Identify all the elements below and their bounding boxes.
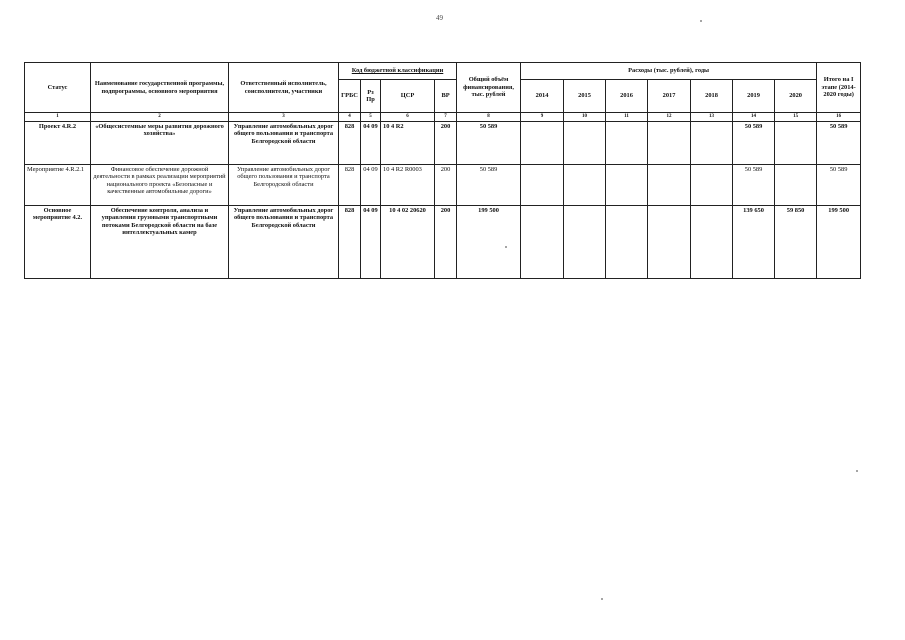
cell-total: 199 500 — [457, 206, 521, 279]
cell-stage-total: 199 500 — [817, 206, 861, 279]
cell-2015 — [564, 122, 606, 165]
header-responsible: Ответственный исполнитель, соисполнители, участники — [229, 63, 339, 113]
cell-rz-pr: 04 09 — [361, 165, 381, 206]
header-grbs: ГРБС — [339, 80, 361, 113]
column-index: 4 — [339, 113, 361, 122]
page-number: 49 — [436, 14, 443, 22]
cell-grbs: 828 — [339, 122, 361, 165]
cell-responsible: Управление автомобильных дорог общего пользования и транспорта Белгородской области — [229, 165, 339, 206]
column-index: 11 — [606, 113, 648, 122]
cell-2019: 50 589 — [733, 165, 775, 206]
header-vr: ВР — [435, 80, 457, 113]
header-expenses: Расходы (тыс. рублей), годы — [521, 63, 817, 80]
header-stage-total: Итого на I этапе (2014-2020 годы) — [817, 63, 861, 113]
cell-total: 50 589 — [457, 165, 521, 206]
cell-name: Обеспечение контроля, анализа и управления грузовыми транспортными потоками Белгородской области на базе интеллектуальных камер — [91, 206, 229, 279]
column-index: 1 — [25, 113, 91, 122]
header-rz-pr: Рз Пр — [361, 80, 381, 113]
cell-2016 — [606, 206, 648, 279]
column-index: 5 — [361, 113, 381, 122]
cell-csr: 10 4 02 20620 — [381, 206, 435, 279]
cell-stage-total: 50 589 — [817, 122, 861, 165]
table-row — [25, 206, 861, 279]
header-year-2016: 2016 — [606, 80, 648, 113]
cell-2017 — [648, 165, 691, 206]
column-index: 9 — [521, 113, 564, 122]
header-year-2015: 2015 — [564, 80, 606, 113]
header-budget-code: Код бюджетной классификации — [339, 63, 457, 80]
cell-grbs: 828 — [339, 206, 361, 279]
cell-rz-pr: 04 09 — [361, 206, 381, 279]
cell-2017 — [648, 122, 691, 165]
header-year-2018: 2018 — [691, 80, 733, 113]
cell-2016 — [606, 122, 648, 165]
cell-name: Финансовое обеспечение дорожной деятельности в рамках реализации мероприятий национального проекта «Безопасные и качественные автомобильные дороги» — [91, 165, 229, 206]
column-index: 2 — [91, 113, 229, 122]
column-index: 12 — [648, 113, 691, 122]
column-index: 8 — [457, 113, 521, 122]
cell-responsible: Управление автомобильных дорог общего пользования и транспорта Белгородской области — [229, 122, 339, 165]
header-year-2020: 2020 — [775, 80, 817, 113]
cell-2020 — [775, 122, 817, 165]
column-index: 7 — [435, 113, 457, 122]
header-year-2017: 2017 — [648, 80, 691, 113]
cell-vr: 200 — [435, 165, 457, 206]
header-year-2014: 2014 — [521, 80, 564, 113]
cell-csr: 10 4 R2 — [381, 122, 435, 165]
cell-2019: 139 650 — [733, 206, 775, 279]
cell-responsible: Управление автомобильных дорог общего пользования и транспорта Белгородской области — [229, 206, 339, 279]
scan-speck — [505, 246, 507, 248]
cell-2016 — [606, 165, 648, 206]
cell-2018 — [691, 165, 733, 206]
cell-status: Проект 4.R.2 — [25, 122, 91, 165]
cell-vr: 200 — [435, 122, 457, 165]
cell-2014 — [521, 165, 564, 206]
table-row — [25, 165, 861, 206]
scan-speck — [700, 20, 702, 22]
cell-2018 — [691, 122, 733, 165]
header-status: Статус — [25, 63, 91, 113]
cell-2018 — [691, 206, 733, 279]
cell-name: «Общесистемные меры развития дорожного хозяйства» — [91, 122, 229, 165]
column-index-row — [25, 113, 861, 122]
cell-2020 — [775, 165, 817, 206]
column-index: 15 — [775, 113, 817, 122]
column-index: 3 — [229, 113, 339, 122]
table-row — [25, 122, 861, 165]
cell-grbs: 828 — [339, 165, 361, 206]
cell-2020: 59 850 — [775, 206, 817, 279]
header-year-2019: 2019 — [733, 80, 775, 113]
column-index: 13 — [691, 113, 733, 122]
cell-2017 — [648, 206, 691, 279]
cell-2014 — [521, 206, 564, 279]
header-csr: ЦСР — [381, 80, 435, 113]
cell-status: Основное мероприятие 4.2. — [25, 206, 91, 279]
cell-2019: 50 589 — [733, 122, 775, 165]
cell-rz-pr: 04 09 — [361, 122, 381, 165]
cell-2014 — [521, 122, 564, 165]
scan-speck — [601, 598, 603, 600]
cell-total: 50 589 — [457, 122, 521, 165]
cell-status: Мероприятие 4.R.2.1 — [25, 165, 91, 206]
budget-table — [24, 62, 861, 279]
column-index: 10 — [564, 113, 606, 122]
cell-csr: 10 4 R2 R0003 — [381, 165, 435, 206]
column-index: 6 — [381, 113, 435, 122]
column-index: 16 — [817, 113, 861, 122]
header-program-name: Наименование государственной программы, подпрограммы, основного мероприятия — [91, 63, 229, 113]
cell-stage-total: 50 589 — [817, 165, 861, 206]
column-index: 14 — [733, 113, 775, 122]
scan-speck — [856, 470, 858, 472]
cell-2015 — [564, 206, 606, 279]
cell-2015 — [564, 165, 606, 206]
cell-vr: 200 — [435, 206, 457, 279]
header-row — [25, 63, 861, 80]
header-total-volume: Общий объём финансирования, тыс. рублей — [457, 63, 521, 113]
